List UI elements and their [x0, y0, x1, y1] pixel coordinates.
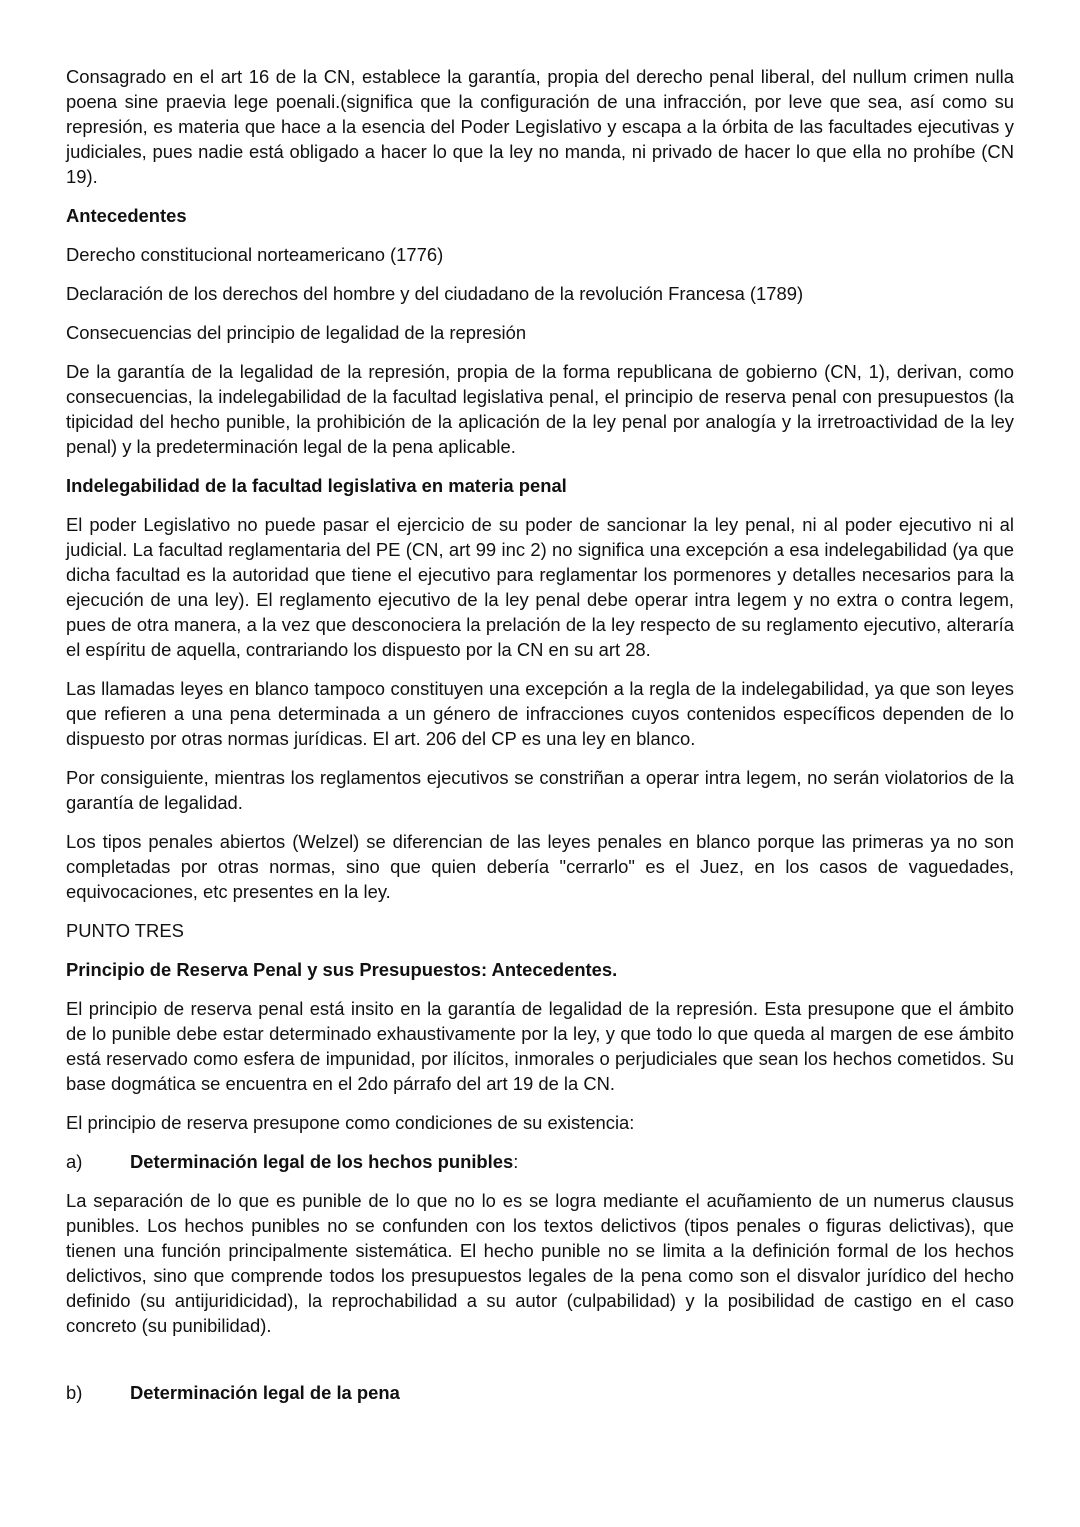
- paragraph-condiciones: El principio de reserva presupone como condiciones de su existencia:: [66, 1112, 635, 1133]
- paragraph-punto-tres: PUNTO TRES: [66, 920, 184, 941]
- paragraph-consecuencias: Consecuencias del principio de legalidad de la represión: [66, 322, 527, 343]
- heading-principio-reserva: Principio de Reserva Penal y sus Presupuestos: Antecedentes.: [66, 959, 618, 980]
- paragraph-poder-legislativo: El poder Legislativo no puede pasar el ejercicio de su poder de sancionar la ley penal, ni al poder ejecutivo ni al judicial. La facultad reglamentaria del PE (CN, art 99 inc 2) no significa una excepción a esa indelegabilidad (ya que dicha facultad es la autoridad que tiene el ejecutivo para reglamentar los pormenores y detalles necesarios para la ejecución de una ley). El reglamento ejecutivo de la ley penal debe operar intra legem y no extra o contra legem, pues de otra manera, a la vez que desconociera la prelación de la ley respecto de su reglamento ejecutivo, alteraría el espíritu de aquella, contrariando los dispuesto por la CN en su art 28.: [66, 514, 1014, 660]
- section-spacer: [66, 1352, 1014, 1380]
- list-title-a-colon: :: [513, 1151, 519, 1172]
- paragraph-tipos-penales-abiertos: Los tipos penales abiertos (Welzel) se diferencian de las leyes penales en blanco porque las primeras ya no son completadas por otras normas, sino que quien debería "cerrarlo" es el Juez, en los casos de vaguedades, equivocaciones, etc presentes en la ley.: [66, 831, 1014, 902]
- heading-antecedentes: Antecedentes: [66, 205, 187, 226]
- paragraph-legalidad-intro: Consagrado en el art 16 de la CN, establece la garantía, propia del derecho penal liberal, del nullum crimen nulla poena sine praevia lege poenali.(significa que la configuración de una infracción, por leve que sea, así como su represión, es materia que hace a la esencia del Poder Legislativo y escapa a la órbita de las facultades ejecutivas y judiciales, pues nadie está obligado a hacer lo que la ley no manda, ni privado de hacer lo que ella no prohíbe (CN 19).: [66, 66, 1014, 187]
- paragraph-garantia-legalidad: De la garantía de la legalidad de la represión, propia de la forma republicana de gobierno (CN, 1), derivan, como consecuencias, la indelegabilidad de la facultad legislativa penal, el principio de reserva penal con presupuestos (la tipicidad del hecho punible, la prohibición de la aplicación de la ley penal por analogía y la irretroactividad de la ley penal) y la predeterminación legal de la pena aplicable.: [66, 361, 1014, 457]
- paragraph-reglamentos-ejecutivos: Por consiguiente, mientras los reglamentos ejecutivos se constriñan a operar intra legem, no serán violatorios de la garantía de legalidad.: [66, 767, 1014, 813]
- paragraph-declaracion-derechos: Declaración de los derechos del hombre y del ciudadano de la revolución Francesa (1789): [66, 283, 804, 304]
- paragraph-separacion-punible: La separación de lo que es punible de lo que no lo es se logra mediante el acuñamiento de un numerus clausus punibles. Los hechos punibles no se confunden con los textos delictivos (tipos penales o figuras delictivas), que tienen una función principalmente sistemática. El hecho punible no se limita a la definición formal de los hechos delictivos, sino que comprende todos los presupuestos legales de la pena como son el disvalor jurídico del hecho definido (su antijuridicidad), la reprochabilidad a su autor (culpabilidad) y la posibilidad de castigo en el caso concreto (su punibilidad).: [66, 1190, 1014, 1336]
- paragraph-principio-reserva: El principio de reserva penal está insito en la garantía de legalidad de la represión. Esta presupone que el ámbito de lo punible debe estar determinado exhaustivamente por la ley, y que todo lo que queda al margen de ese ámbito está reservado como esfera de impunidad, por ilícitos, inmorales o perjudiciales que sean los hechos cometidos. Su base dogmática se encuentra en el 2do párrafo del art 19 de la CN.: [66, 998, 1014, 1094]
- list-item-a: [66, 1149, 1014, 1174]
- list-marker-b: b): [66, 1382, 83, 1403]
- list-item-a-text: [130, 1149, 518, 1174]
- list-marker-a: a): [66, 1151, 83, 1172]
- list-item-b: [66, 1380, 1014, 1405]
- paragraph-derecho-norteamericano: Derecho constitucional norteamericano (1776): [66, 244, 444, 265]
- list-title-a: Determinación legal de los hechos punibles: [130, 1151, 514, 1172]
- document-page: [66, 64, 1014, 1419]
- heading-indelegabilidad: Indelegabilidad de la facultad legislativa en materia penal: [66, 475, 567, 496]
- list-title-b: Determinación legal de la pena: [130, 1382, 400, 1403]
- paragraph-leyes-en-blanco: Las llamadas leyes en blanco tampoco constituyen una excepción a la regla de la indelegabilidad, ya que son leyes que refieren a una pena determinada a un género de infracciones cuyos contenidos específicos dependen de lo dispuesto por otras normas jurídicas. El art. 206 del CP es una ley en blanco.: [66, 678, 1014, 749]
